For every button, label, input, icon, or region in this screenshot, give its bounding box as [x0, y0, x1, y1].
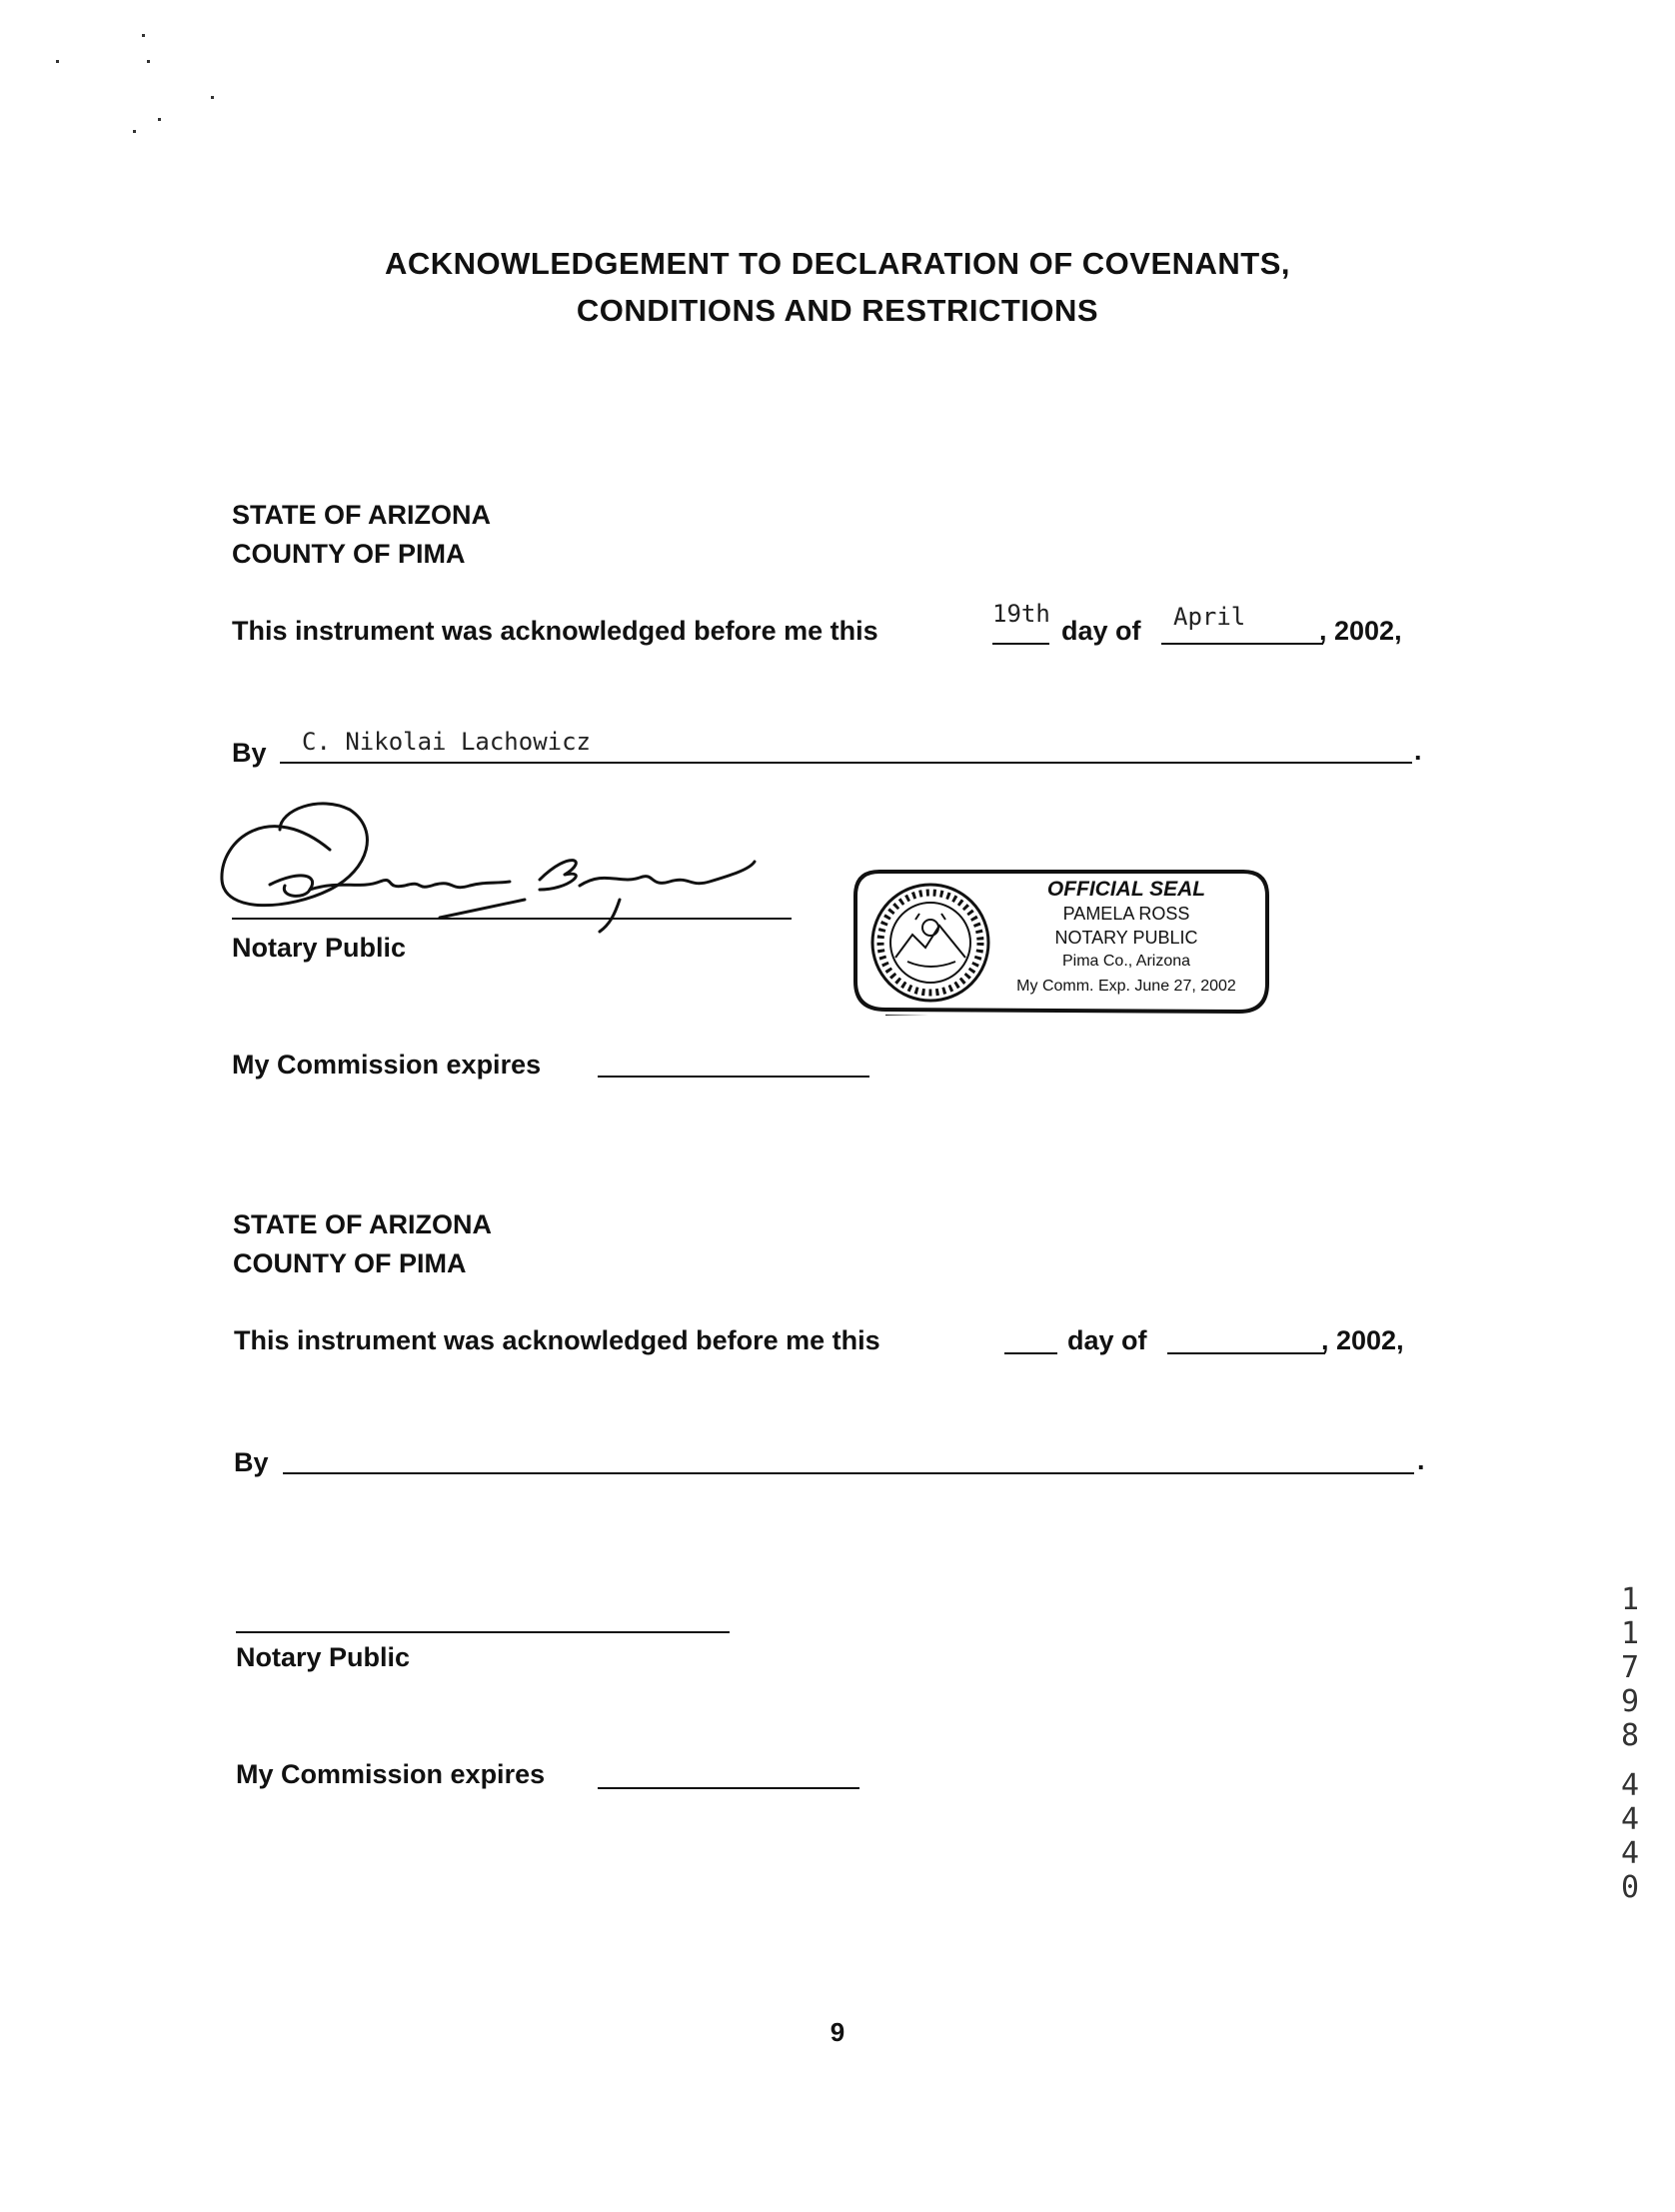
commission-expires-blank-2[interactable]	[598, 1787, 859, 1789]
by-period-2: .	[1417, 1445, 1425, 1475]
recording-number	[1615, 1583, 1645, 1905]
document-title-line-1: ACKNOWLEDGEMENT TO DECLARATION OF COVENANTS,	[384, 246, 1291, 281]
scan-speck	[56, 60, 59, 63]
recording-digit: 4	[1620, 1836, 1640, 1871]
recording-digit: 8	[1620, 1718, 1640, 1753]
recording-digit: 1	[1620, 1582, 1640, 1617]
day-blank-2[interactable]	[1004, 1352, 1057, 1354]
seal-county: Pima Co., Arizona	[1061, 953, 1191, 970]
scan-speck	[147, 60, 150, 63]
county-heading: COUNTY OF PIMA	[232, 539, 466, 569]
by-label: By	[232, 738, 267, 768]
recording-digit: 1	[1620, 1616, 1640, 1651]
month-blank-2[interactable]	[1167, 1352, 1325, 1354]
year-text-2: , 2002,	[1321, 1325, 1404, 1355]
commission-expires-label-2: My Commission expires	[236, 1759, 546, 1789]
scan-speck	[158, 118, 161, 121]
day-value: 19th	[992, 600, 1050, 628]
month-value: April	[1173, 603, 1246, 631]
seal-title: OFFICIAL SEAL	[1046, 878, 1206, 901]
recording-digit: 7	[1620, 1650, 1640, 1685]
county-heading-2: COUNTY OF PIMA	[233, 1248, 467, 1278]
acknowledgement-text-2: This instrument was acknowledged before me this	[234, 1325, 880, 1355]
state-heading: STATE OF ARIZONA	[232, 500, 491, 530]
official-seal-stamp	[851, 866, 1271, 1016]
scan-speck	[211, 96, 214, 99]
page-number: 9	[830, 2017, 845, 2047]
seal-commission-expiry: My Comm. Exp. June 27, 2002	[1016, 978, 1236, 995]
commission-expires-label: My Commission expires	[232, 1050, 542, 1080]
state-heading-2: STATE OF ARIZONA	[233, 1209, 492, 1239]
arizona-state-seal-icon	[867, 880, 993, 1006]
scan-speck	[142, 34, 145, 37]
by-blank[interactable]	[280, 762, 1412, 764]
year-text: , 2002,	[1319, 616, 1402, 646]
notary-public-label: Notary Public	[232, 933, 407, 963]
scan-speck	[133, 130, 136, 133]
day-of-label: day of	[1061, 616, 1141, 646]
notary-public-label-2: Notary Public	[236, 1642, 411, 1672]
by-blank-2[interactable]	[283, 1472, 1414, 1474]
acknowledgement-text: This instrument was acknowledged before me this	[232, 616, 878, 646]
document-title-line-2: CONDITIONS AND RESTRICTIONS	[576, 293, 1099, 328]
by-value: C. Nikolai Lachowicz	[302, 728, 591, 756]
by-period: .	[1414, 736, 1422, 766]
notary-signature-line[interactable]	[232, 918, 792, 920]
seal-name: PAMELA ROSS	[1062, 904, 1190, 924]
by-label-2: By	[234, 1447, 269, 1477]
recording-digit: 9	[1620, 1684, 1640, 1719]
recording-digit: 4	[1620, 1768, 1640, 1803]
notary-signature-line-2[interactable]	[236, 1631, 730, 1633]
day-of-label-2: day of	[1067, 1325, 1147, 1355]
day-blank[interactable]	[992, 643, 1049, 645]
recording-digit: 0	[1620, 1870, 1640, 1905]
notary-signature	[210, 790, 800, 950]
month-blank[interactable]	[1161, 643, 1323, 645]
recording-digit: 4	[1620, 1802, 1640, 1837]
seal-notary-public: NOTARY PUBLIC	[1054, 928, 1198, 948]
commission-expires-blank[interactable]	[598, 1076, 869, 1078]
